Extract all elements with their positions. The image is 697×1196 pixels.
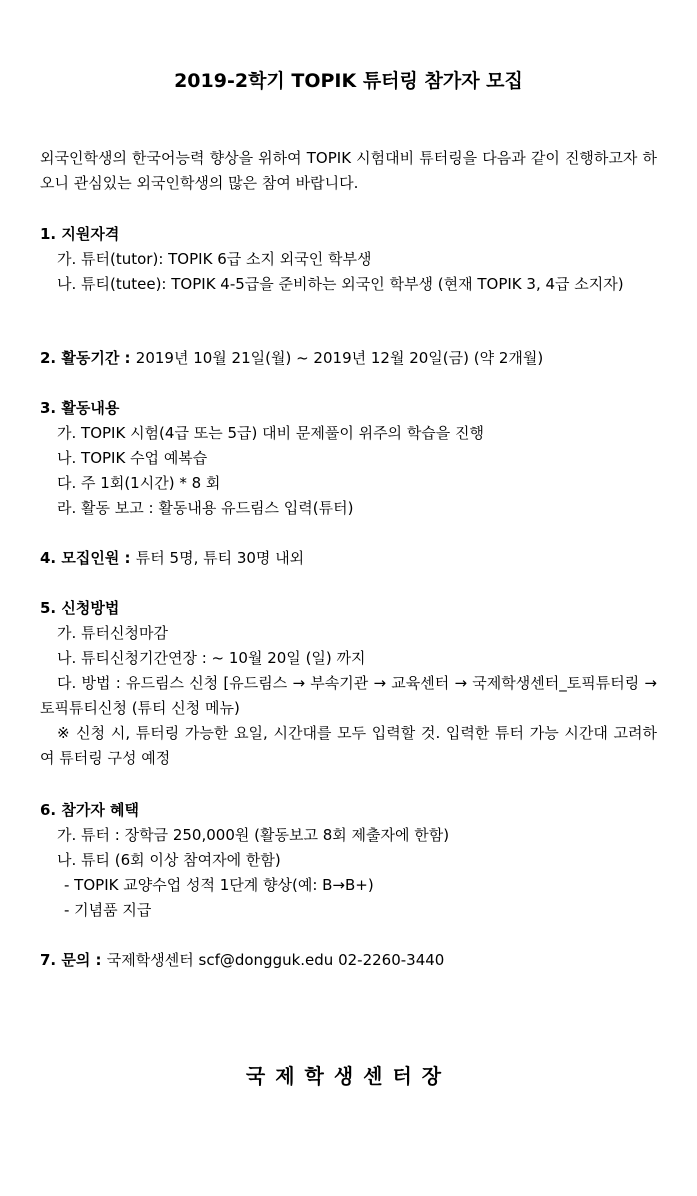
section-eligibility xyxy=(40,222,657,297)
list-item: 가. 튜터신청마감 xyxy=(57,624,168,642)
section-heading: 1. 지원자격 xyxy=(40,225,120,243)
document-title: 2019-2학기 TOPIK 튜터링 참가자 모집 xyxy=(174,70,523,92)
list-subitem: - TOPIK 교양수업 성적 1단계 향상(예: B→B+) xyxy=(64,876,374,894)
contact-value: 국제학생센터 scf@dongguk.edu 02-2260-3440 xyxy=(106,951,445,969)
section-heading: 4. 모집인원 : xyxy=(40,549,131,567)
list-item: 라. 활동 보고 : 활동내용 유드림스 입력(튜터) xyxy=(57,499,354,517)
list-item: 가. 튜터 : 장학금 250,000원 (활동보고 8회 제출자에 한함) xyxy=(57,826,450,844)
list-item: 가. TOPIK 시험(4급 또는 5급) 대비 문제풀이 위주의 학습을 진행 xyxy=(57,424,485,442)
period-value: 2019년 10월 21일(월) ~ 2019년 12월 20일(금) (약 2개월) xyxy=(135,349,544,367)
list-item: 나. 튜티신청기간연장 : ~ 10월 20일 (일) 까지 xyxy=(57,649,366,667)
section-activities xyxy=(40,396,657,521)
section-application xyxy=(40,596,657,771)
section-benefits xyxy=(40,798,657,923)
signature-footer: 국제학생센터장 xyxy=(245,1064,452,1088)
section-heading: 7. 문의 : xyxy=(40,951,102,969)
section-contact xyxy=(40,948,657,973)
list-item: 다. 주 1회(1시간) * 8 회 xyxy=(57,474,221,492)
list-item: 나. 튜티 (6회 이상 참여자에 한함) xyxy=(57,851,281,869)
list-item: 나. TOPIK 수업 예복습 xyxy=(57,449,208,467)
recruitment-value: 튜터 5명, 튜티 30명 내외 xyxy=(135,549,305,567)
note: ※ 신청 시, 튜터링 가능한 요일, 시간대를 모두 입력할 것. 입력한 튜터 가능 시간대 고려하여 튜터링 구성 예정 xyxy=(40,724,657,767)
section-heading: 3. 활동내용 xyxy=(40,399,120,417)
section-period xyxy=(40,346,657,371)
intro-paragraph: 외국인학생의 한국어능력 향상을 위하여 TOPIK 시험대비 튜터링을 다음과 같이 진행하고자 하오니 관심있는 외국인학생의 많은 참여 바랍니다. xyxy=(40,149,657,192)
section-heading: 2. 활동기간 : xyxy=(40,349,131,367)
section-heading: 5. 신청방법 xyxy=(40,599,120,617)
section-recruitment xyxy=(40,546,657,571)
list-item: 나. 튜티(tutee): TOPIK 4-5급을 준비하는 외국인 학부생 (현재 TOPIK 3, 4급 소지자) xyxy=(57,275,624,293)
list-subitem: - 기념품 지급 xyxy=(64,901,152,919)
list-item: 가. 튜터(tutor): TOPIK 6급 소지 외국인 학부생 xyxy=(57,250,372,268)
list-item: 다. 방법 : 유드림스 신청 [유드림스 → 부속기관 → 교육센터 → 국제학생센터_토픽튜터링 → 토픽튜티신청 (튜티 신청 메뉴) xyxy=(40,674,657,717)
section-heading: 6. 참가자 혜택 xyxy=(40,801,140,819)
